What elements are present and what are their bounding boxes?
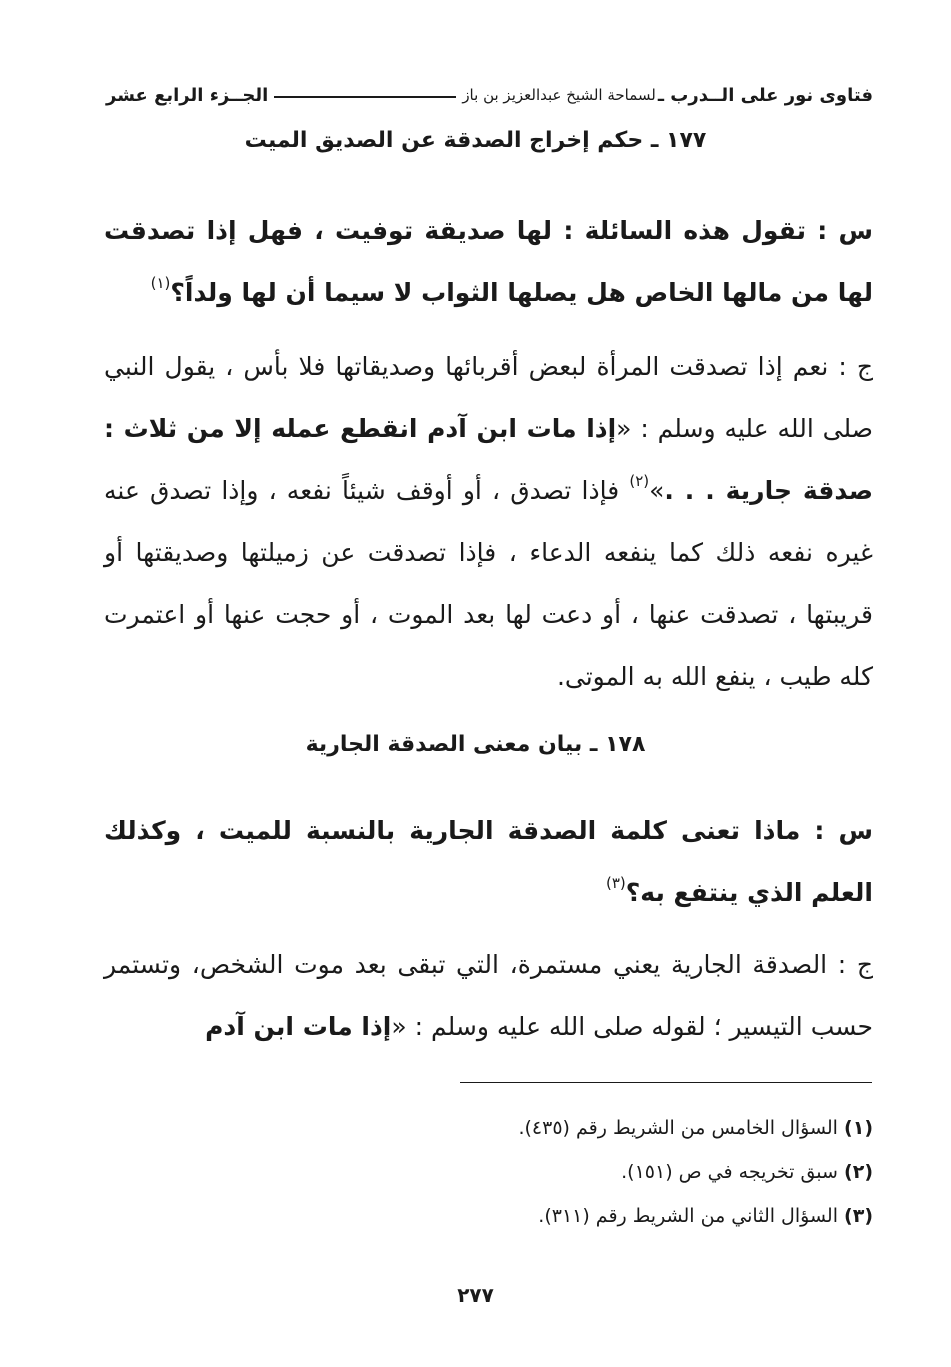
answer-178 [104, 934, 873, 1058]
hadith-quote: إذا مات ابن آدم انقطع عمله إلا من ثلاث : صدقة جارية . . . [104, 414, 874, 505]
quote-close: » [649, 476, 665, 505]
footnote-ref-1[interactable]: (١) [150, 273, 171, 292]
footnote-2-text: سبق تخريجه في ص (١٥١). [621, 1161, 838, 1183]
footnote-3-text: السؤال الثاني من الشريط رقم (٣١١). [538, 1205, 838, 1227]
footnote-1-text: السؤال الخامس من الشريط رقم (٤٣٥). [518, 1117, 838, 1139]
section-title-178: ١٧٨ ـ بيان معنى الصدقة الجارية [305, 732, 646, 757]
answer-177 [104, 336, 873, 708]
footnote-1-number: (١) [844, 1117, 873, 1139]
footnotes [104, 1106, 873, 1238]
footnote-ref-3[interactable]: (٣) [606, 873, 626, 892]
footnote-2 [104, 1150, 873, 1194]
header-author: لسماحة الشيخ عبدالعزيز بن باز [462, 86, 656, 104]
answer-177-body: فإذا تصدق ، أو أوقف شيئاً نفعه ، وإذا تصدق عنه غيره نفعه ذلك كما ينفعه الدعاء ، فإذا تصدقت عن زميلتها وصديقتها أو قريبتها ، تصدقت عنها ، أو دعت لها بعد الموت ، أو حجت عنها أو اعتمرت كله طيب ، ينفع الله به الموتى. [104, 476, 873, 691]
header-book-title: فتاوى نور على الــدرب ـ [657, 84, 873, 106]
question-178 [104, 800, 873, 924]
footnote-2-number: (٢) [844, 1161, 873, 1183]
header-rule [274, 96, 456, 98]
answer-177-intro: ج : نعم إذا تصدقت المرأة لبعض أقربائها وصديقاتها فلا بأس ، يقول النبي صلى الله عليه وسلم : « [104, 352, 873, 443]
header-part: الجــزء الرابع عشر [106, 84, 269, 106]
footnote-divider [460, 1082, 872, 1083]
footnote-1 [104, 1106, 873, 1150]
footnote-3 [104, 1194, 873, 1238]
question-178-text: س : ماذا تعنى كلمة الصدقة الجارية بالنسبة للميت ، وكذلك العلم الذي ينتفع به؟ [104, 816, 873, 907]
hadith-quote-2: إذا مات ابن آدم [205, 1012, 392, 1041]
footnote-3-number: (٣) [844, 1205, 873, 1227]
footnote-ref-2[interactable]: (٢) [629, 471, 650, 490]
page-number: ٢٧٧ [457, 1283, 494, 1307]
question-177-text: س : تقول هذه السائلة : لها صديقة توفيت ، فهل إذا تصدقت لها من مالها الخاص هل يصلها الثواب لا سيما أن لها ولداً؟ [104, 216, 873, 307]
question-177 [104, 200, 873, 324]
answer-178-intro: ج : الصدقة الجارية يعني مستمرة، التي تبقى بعد موت الشخص، وتستمر حسب التيسير ؛ لقوله صلى الله عليه وسلم : « [104, 950, 873, 1041]
section-title-177: ١٧٧ ـ حكم إخراج الصدقة عن الصديق الميت [244, 128, 707, 153]
running-header [106, 80, 873, 110]
